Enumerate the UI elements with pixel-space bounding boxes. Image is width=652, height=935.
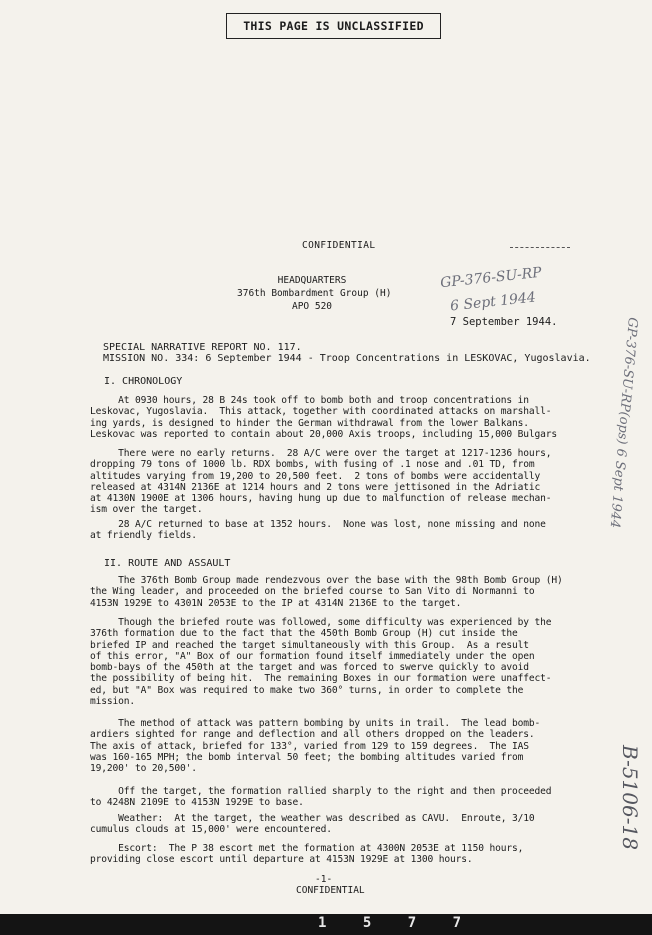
handwritten-date: 6 Sept 1944 <box>449 289 537 315</box>
report-title: SPECIAL NARRATIVE REPORT NO. 117. <box>103 342 302 353</box>
page-number: -1- <box>315 874 333 885</box>
letterhead-line-1: HEADQUARTERS <box>277 275 347 286</box>
letterhead-line-3: APO 520 <box>291 301 333 312</box>
document-id-number: B-5106-18 <box>618 745 642 850</box>
scan-edge-strip <box>0 914 652 935</box>
report-date: 7 September 1944. <box>450 316 558 328</box>
letterhead <box>237 274 392 313</box>
classification-banner: THIS PAGE IS UNCLASSIFIED <box>226 13 441 39</box>
letterhead-line-2: 376th Bombardment Group (H) <box>237 288 392 299</box>
paragraph-takeoff: At 0930 hours, 28 B 24s took off to bomb both and troop concentrations in Leskovac, Yugoslavia. This attack, together with coordinated attacks on marshall- ing yards, is designed to hinder the German withdrawal from the lower Balkans. Leskovac was reported to contain about 20,000 Axis troops, including 15,000 Bulgars <box>90 395 557 440</box>
confidential-bottom-label: CONFIDENTIAL <box>296 885 365 896</box>
paragraph-rally: Off the target, the formation rallied sharply to the right and then proceeded to 4248N 2109E to 4153N 1929E to base. <box>90 786 552 809</box>
scan-strip-number: 1 5 7 7 <box>318 915 476 931</box>
margin-handwritten-note: GP-376-SU-RP(ops) 6 Sept 1944 <box>606 316 640 529</box>
paragraph-escort: Escort: The P 38 escort met the formation at 4300N 2053E at 1150 hours, providing close escort until departure at 4153N 1929E at 1300 hours. <box>90 843 524 866</box>
handwritten-ref: GP-376-SU-RP <box>439 264 543 292</box>
paragraph-weather: Weather: At the target, the weather was described as CAVU. Enroute, 3/10 cumulus clouds at 15,000' were encountered. <box>90 813 535 836</box>
pen-mark <box>510 247 570 248</box>
paragraph-method: The method of attack was pattern bombing by units in trail. The lead bomb- ardiers sighted for range and deflection and all others dropped on the leaders. The axis of attack, briefed for 133°, varied from 129 to 159 degrees. The IAS was 160-165 MPH; the bomb interval 50 feet; the bombing altitudes varied from 19,200' to 20,500'. <box>90 718 541 775</box>
paragraph-return: 28 A/C returned to base at 1352 hours. None was lost, none missing and none at friendly fields. <box>90 519 546 542</box>
section-heading-chronology: I. CHRONOLOGY <box>104 376 183 387</box>
paragraph-route-difficulty: Though the briefed route was followed, some difficulty was experienced by the 376th formation due to the fact that the 450th Bomb Group (H) cut inside the briefed IP and reached the target simultaneously with this Group. As a result of this error, "A" Box of our formation found itself immediately under the open bomb-bays of the 450th at the target and was forced to swerve quickly to avoid the possibility of being hit. The remaining Boxes in our formation were unaffect- ed, but "A" Box was required to make two 360° turns, in order to complete the mission. <box>90 617 552 708</box>
mission-line: MISSION NO. 334: 6 September 1944 - Troop Concentrations in LESKOVAC, Yugoslavia. <box>103 353 591 364</box>
paragraph-rendezvous: The 376th Bomb Group made rendezvous over the base with the 98th Bomb Group (H) the Wing leader, and proceeded on the briefed course to San Vito di Normanni to 4153N 1929E to 4301N 2053E to the IP at 4314N 2136E to the target. <box>90 575 563 609</box>
section-heading-route: II. ROUTE AND ASSAULT <box>104 558 231 569</box>
confidential-top-label: CONFIDENTIAL <box>302 240 376 251</box>
paragraph-target: There were no early returns. 28 A/C were over the target at 1217-1236 hours, dropping 79 tons of 1000 lb. RDX bombs, with fusing of .1 nose and .01 TD, from altitudes varying from 19,200 to 20,500 feet. 2 tons of bombs were accidentally released at 4314N 2136E at 1214 hours and 2 tons were jettisoned in the Adriatic at 4130N 1900E at 1306 hours, having hung up due to malfunction of release mechan- ism over the target. <box>90 448 552 516</box>
